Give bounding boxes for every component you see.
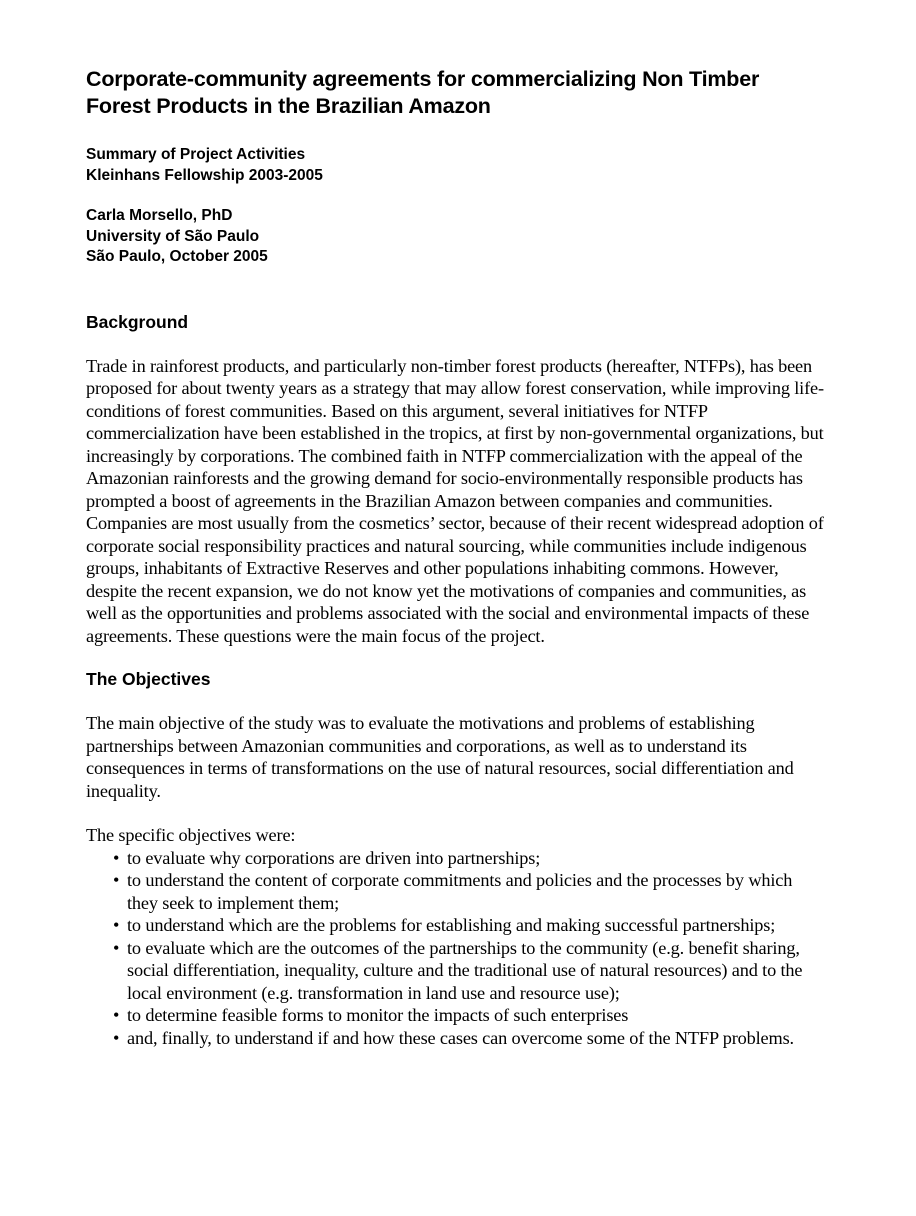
author-name: Carla Morsello, PhD <box>86 207 233 224</box>
objectives-list <box>86 847 826 1050</box>
bullet-icon: • <box>113 847 120 868</box>
title-line-1: Corporate-community agreements for commercializing Non Timber <box>86 67 760 91</box>
document-title <box>86 66 826 120</box>
objectives-list-intro: The specific objectives were: <box>86 825 296 845</box>
list-item <box>113 937 826 1005</box>
bullet-icon: • <box>113 870 120 890</box>
bullet-icon: • <box>113 1027 120 1048</box>
list-item-text: to understand which are the problems for establishing and making successful partnerships; <box>127 915 776 935</box>
subtitle-line-1: Summary of Project Activities <box>86 146 306 163</box>
list-item <box>113 847 826 870</box>
list-item <box>113 1004 826 1027</box>
bullet-icon: • <box>113 937 120 958</box>
list-item <box>113 1027 826 1050</box>
author-block <box>86 206 826 268</box>
objectives-heading: The Objectives <box>86 669 211 689</box>
list-item <box>113 869 826 914</box>
bullet-icon: • <box>113 1005 120 1025</box>
title-line-2: Forest Products in the Brazilian Amazon <box>86 94 491 118</box>
list-item-text: and, finally, to understand if and how these cases can overcome some of the NTFP problems. <box>127 1027 794 1048</box>
objectives-paragraph: The main objective of the study was to evaluate the motivations and problems of establishing partnerships between Amazonian communities and corporations, as well as to understand its consequences in terms of transformations on the use of natural resources, social differentiation and inequality. <box>86 713 794 801</box>
background-paragraph: Trade in rainforest products, and particularly non-timber forest products (hereafter, NTFPs), has been proposed for about twenty years as a strategy that may allow forest conservation, while improving life-conditions of forest communities. Based on this argument, several initiatives for NTFP commercialization have been established in the tropics, at first by non-governmental organizations, but increasingly by corporations. The combined faith in NTFP commercialization with the appeal of the Amazonian rainforests and the growing demand for socio-environmentally responsible products has prompted a boost of agreements in the Brazilian Amazon between companies and communities. Companies are most usually from the cosmetics’ sector, because of their recent widespread adoption of corporate social responsibility practices and natural sourcing, while communities include indigenous groups, inhabitants of Extractive Reserves and other populations inhabiting commons. However, despite the recent expansion, we do not know yet the motivations of companies and communities, as well as the opportunities and problems associated with the social and environmental impacts of these agreements. These questions were the main focus of the project. <box>86 355 824 646</box>
background-heading: Background <box>86 311 189 332</box>
subtitle-block <box>86 145 826 186</box>
list-item-text: to determine feasible forms to monitor the impacts of such enterprises <box>127 1005 629 1025</box>
author-place-date: São Paulo, October 2005 <box>86 248 268 265</box>
bullet-icon: • <box>113 915 120 935</box>
document-page <box>86 66 826 1049</box>
subtitle-line-2: Kleinhans Fellowship 2003-2005 <box>86 166 323 184</box>
list-item-text: to evaluate which are the outcomes of the partnerships to the community (e.g. benefit sharing, social differentiation, inequality, culture and the traditional use of natural resources) and to the local environment (e.g. transformation in land use and resource use); <box>127 937 803 1003</box>
list-item <box>113 914 826 937</box>
list-item-text: to evaluate why corporations are driven into partnerships; <box>127 847 541 868</box>
list-item-text: to understand the content of corporate commitments and policies and the processes by which they seek to implement them; <box>127 870 793 913</box>
author-institution: University of São Paulo <box>86 227 260 245</box>
